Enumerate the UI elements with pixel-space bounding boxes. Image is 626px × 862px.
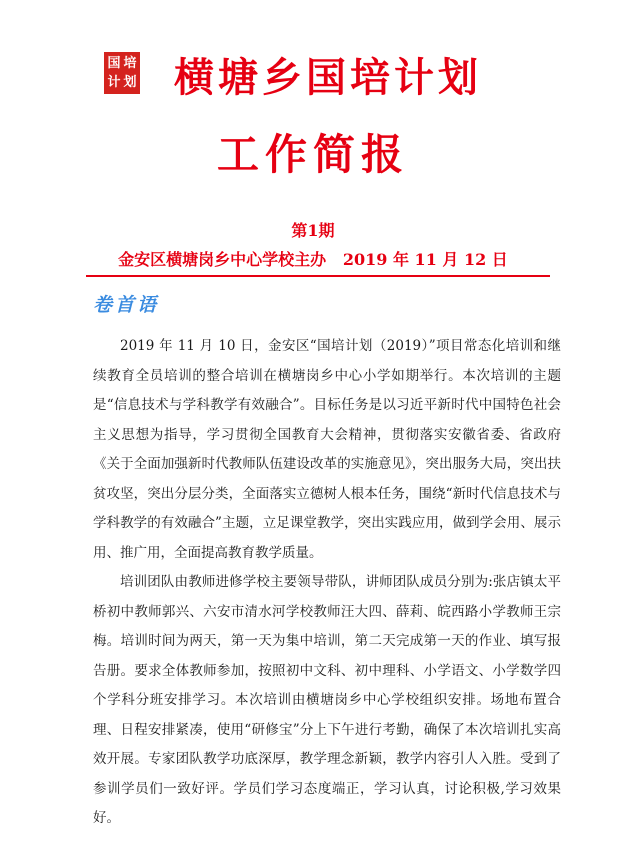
logo-char: 计 [107,75,121,90]
logo-char: 国 [107,56,121,71]
paragraph: 2019 年 11 月 10 日，金安区“国培计划（2019）”项目常态化培训和继续教育全员培训的整合培训在横塘岗乡中心小学如期举行。本次培训的主题是“信息技术与学科教学有效融合”。目标任务是以习近平新时代中国特色社会主义思想为指导，学习贯彻全国教育大会精神，贯彻落实安徽省委、省政府《关于全面加强新时代教师队伍建设改革的实施意见》，突出服务大局，突出扶贫攻坚，突出分层分类，全面落实立德树人根本任务，围绕“新时代信息技术与学科教学的有效融合”主题，立足课堂教学，突出实践应用，做到学会用、展示用、推广用，全面提高教育教学质量。 [93,338,561,561]
article-body [93,332,561,834]
newsletter-subtitle: 工作简报 [216,130,409,179]
paragraph: 培训团队由教师进修学校主要领导带队，讲师团队成员分别为:张店镇太平桥初中教师郭兴、六安市清水河学校教师汪大四、薛莉、皖西路小学教师王宗梅。培训时间为两天，第一天为集中培训，第二天完成第一天的作业、填写报告册。要求全体教师参加，按照初中文科、初中理科、小学语文、小学数学四个学科分班安排学习。本次培训由横塘岗乡中心学校组织安排。场地布置合理、日程安排紧凑，使用“研修宝”分上下午进行考勤，确保了本次培训扎实高效开展。专家团队教学功底深厚，教学理念新颖，教学内容引人入胜。受到了参训学员们一致好评。学员们学习态度端正，学习认真，讨论积极,学习效果好。 [93,574,561,826]
host-and-date: 金安区横塘岗乡中心学校主办 2019 年 11 月 12 日 [118,250,508,269]
issue-number: 第1期 [291,221,335,240]
logo-char: 划 [123,75,137,90]
newsletter-title: 横塘乡国培计划 [174,54,482,101]
logo-char: 培 [123,56,137,71]
header-divider [86,275,550,277]
section-heading: 卷首语 [93,294,160,316]
